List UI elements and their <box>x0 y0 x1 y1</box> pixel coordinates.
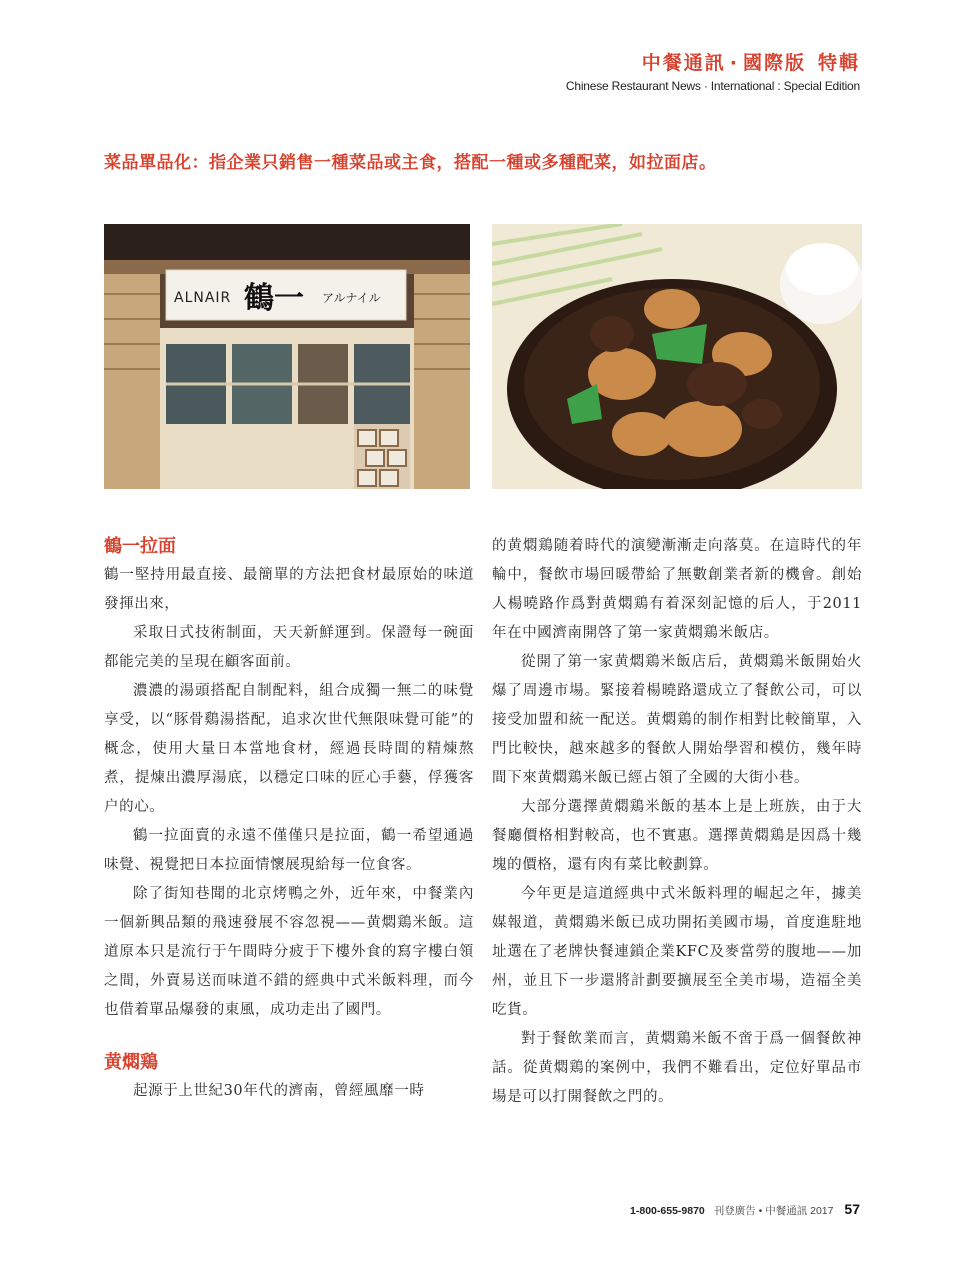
paragraph: 從開了第一家黄燜鶏米飯店后，黄燜鶏米飯開始火爆了周邊市場。緊接着楊曉路還成立了餐飲公司，可以接受加盟和統一配送。黄燜鶏的制作相對比較簡單，入門比較快，越來越多的餐飲人開始學習和模仿，幾年時間下來黄燜鶏米飯已經占領了全國的大街小巷。 <box>492 654 862 786</box>
page-number: 57 <box>844 1201 860 1217</box>
paragraph: 今年更是這道經典中式米飯料理的崛起之年，據美媒報道，黄燜鶏米飯已成功開拓美國市場，首度進駐地址選在了老牌快餐連鎖企業KFC及麥當勞的腹地——加州，並且下一步還將計劃要擴展至全美市場，造福全美吃貨。 <box>492 886 862 1018</box>
sign-text-jp: アルナイル <box>322 291 381 305</box>
article-column-left <box>104 532 474 1106</box>
paragraph: 起源于上世紀30年代的濟南，曾經風靡一時 <box>133 1083 425 1099</box>
header-edition: 國際版 <box>742 52 806 74</box>
footer-phone: 1-800-655-9870 <box>630 1205 705 1217</box>
storefront-photo <box>104 224 470 489</box>
sign-text-cn: 鶴一 <box>244 281 304 316</box>
article-subtitle: 菜品單品化：指企業只銷售一種菜品或主食，搭配一種或多種配菜，如拉面店。 <box>104 153 717 173</box>
header-separator: · <box>729 52 739 74</box>
sign-text-en: ALNAIR <box>174 290 232 306</box>
header-special: 特輯 <box>817 52 860 74</box>
paragraph: 濃濃的湯頭搭配自制配料，組合成獨一無二的味覺享受，以“豚骨鷄湯搭配，追求次世代無限味覺可能”的概念，使用大量日本當地食材，經過長時間的精煉熬煮，提煉出濃厚湯底，以穩定口味的匠心手藝，俘獲客户的心。 <box>104 683 474 815</box>
paragraph: 對于餐飲業而言，黄燜鶏米飯不啻于爲一個餐飲神話。從黄燜鶏的案例中，我們不難看出，定位好單品市場是可以打開餐飲之門的。 <box>492 1031 862 1105</box>
paragraph: 除了街知巷聞的北京烤鴨之外，近年來，中餐業內一個新興品類的飛速發展不容忽視——黄燜鶏米飯。這道原本只是流行于午間時分疲于下樓外食的寫字樓白領之間，外賣易送而味道不錯的經典中式米飯料理，而今也借着單品爆發的東風，成功走出了國門。 <box>104 886 474 1018</box>
paragraph: 鶴一拉面賣的永遠不僅僅只是拉面，鶴一希望通過味覺、視覺把日本拉面情懷展現給每一位食客。 <box>104 828 474 873</box>
page-header <box>566 48 860 93</box>
paragraph: 大部分選擇黄燜鶏米飯的基本上是上班族，由于大餐廳價格相對較高，也不實惠。選擇黄燜鶏是因爲十幾塊的價格，還有肉有菜比較劃算。 <box>492 799 862 873</box>
paragraph: 采取日式技術制面，天天新鮮運到。保證每一碗面都能完美的呈現在顧客面前。 <box>104 625 474 670</box>
footer-text: 刊登廣告 • 中餐通訊 2017 <box>713 1205 834 1217</box>
paragraph: 鶴一堅持用最直接、最簡單的方法把食材最原始的味道發揮出來， <box>104 567 474 612</box>
section-heading-braised-chicken: 黄燜鶏 <box>104 1052 158 1073</box>
paragraph-continuation: 的黄燜鶏随着時代的演變漸漸走向落莫。在這時代的年輪中，餐飲市場回暖帶給了無數創業者新的機會。創始人楊曉路作爲對黄燜鶏有着深刻記憶的后人，于2011年在中國濟南開啓了第一家黄燜鶏米飯店。 <box>492 538 862 641</box>
header-title-cn <box>566 48 860 75</box>
section-heading-ramen: 鶴一拉面 <box>104 536 176 557</box>
article-column-right <box>492 532 862 1112</box>
page-footer <box>630 1201 860 1218</box>
header-title: 中餐通訊 <box>641 52 726 74</box>
header-title-en: Chinese Restaurant News · International : Special Edition <box>565 79 860 93</box>
braised-chicken-photo <box>492 224 862 489</box>
